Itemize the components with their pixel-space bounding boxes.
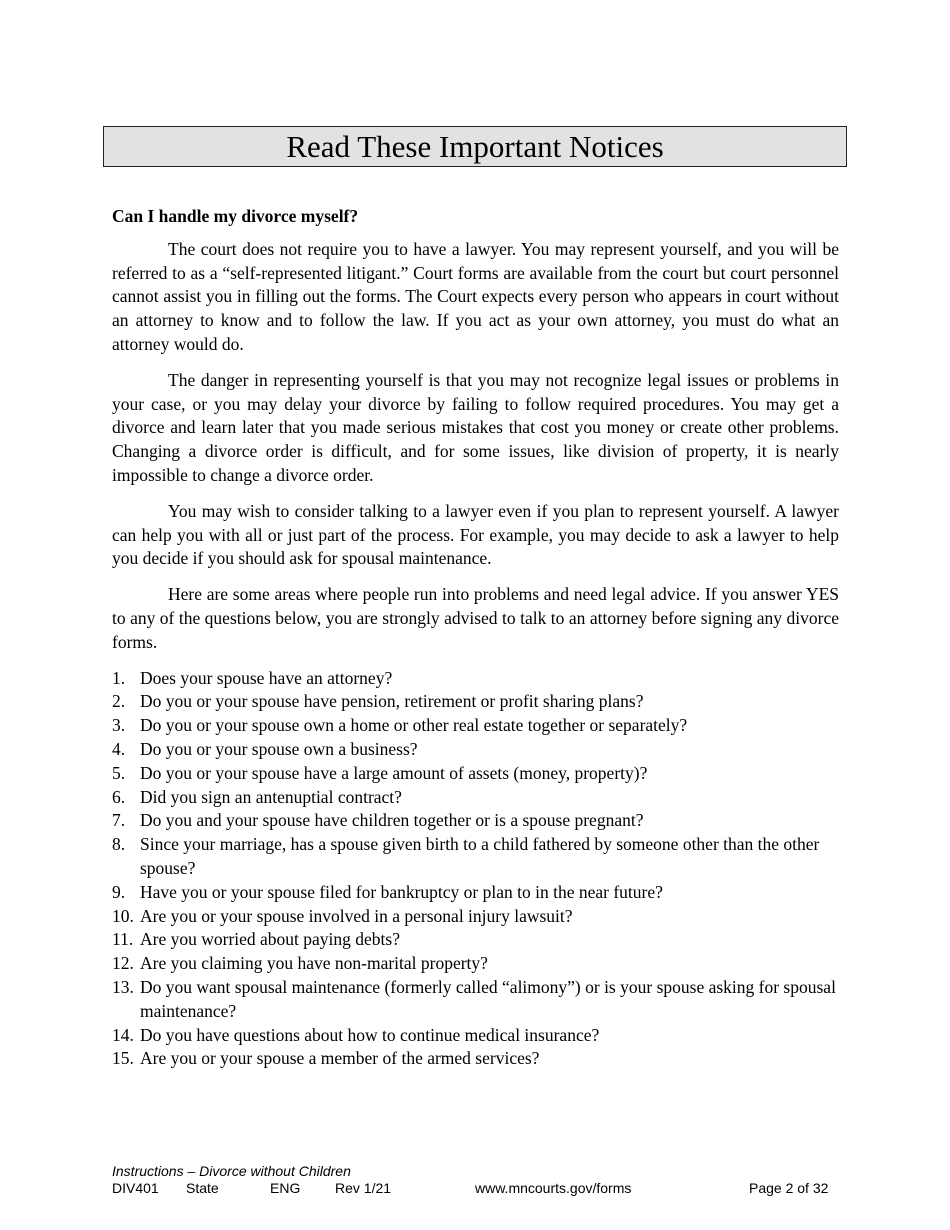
list-number: 3. — [112, 715, 126, 736]
footer-language: ENG — [270, 1180, 301, 1196]
list-item — [112, 881, 839, 905]
list-text: Does your spouse have an attorney? — [140, 667, 393, 688]
list-number: 15. — [112, 1048, 134, 1069]
list-text: Do you or your spouse have pension, retirement or profit sharing plans? — [140, 691, 644, 712]
footer-form-code: DIV401 — [112, 1180, 159, 1196]
list-item — [112, 714, 839, 738]
footer-website: www.mncourts.gov/forms — [475, 1180, 632, 1196]
footer-page-number: Page 2 of 32 — [749, 1180, 829, 1196]
list-number: 10. — [112, 905, 134, 926]
list-item — [112, 667, 839, 691]
list-text: Do you and your spouse have children together or is a spouse pregnant? — [140, 810, 644, 831]
page-footer — [112, 1163, 842, 1197]
paragraph: The court does not require you to have a lawyer. You may represent yourself, and you will be referred to as a “self-represented litigant.” Court forms are available from the court but court personnel cannot assist you in filling out the forms. The Court expects every person who appears in court without an attorney to know and to follow the law. If you act as your own attorney, you must do what an attorney would do. — [112, 238, 839, 354]
list-number: 14. — [112, 1024, 134, 1045]
list-number: 13. — [112, 976, 134, 997]
list-text: Are you or your spouse involved in a personal injury lawsuit? — [140, 905, 573, 926]
page-title: Read These Important Notices — [286, 129, 664, 164]
list-text: Are you worried about paying debts? — [140, 929, 400, 950]
list-text: Have you or your spouse filed for bankruptcy or plan to in the near future? — [140, 881, 663, 902]
list-number: 1. — [112, 667, 126, 688]
list-text: Are you claiming you have non-marital property? — [140, 953, 488, 974]
footer-revision: Rev 1/21 — [335, 1180, 392, 1196]
list-number: 7. — [112, 810, 126, 831]
list-number: 11. — [112, 929, 134, 950]
list-text: Do you want spousal maintenance (formerly called “alimony”) or is your spouse asking for spousal maintenance? — [140, 976, 836, 1021]
list-number: 9. — [112, 881, 126, 902]
list-text: Do you or your spouse own a home or other real estate together or separately? — [140, 715, 688, 736]
list-number: 2. — [112, 691, 126, 712]
list-text: Do you or your spouse own a business? — [140, 738, 418, 759]
list-text: Did you sign an antenuptial contract? — [140, 786, 402, 807]
list-item — [112, 690, 839, 714]
list-text: Do you or your spouse have a large amount of assets (money, property)? — [140, 762, 648, 783]
list-item — [112, 952, 839, 976]
paragraph: The danger in representing yourself is that you may not recognize legal issues or problems in your case, or you may delay your divorce by failing to follow required procedures. You may get a divorce and learn later that you made serious mistakes that cost you money or create other problems. Changing a divorce order is difficult, and for some issues, like division of property, it is nearly impossible to change a divorce order. — [112, 369, 839, 485]
list-number: 5. — [112, 762, 126, 783]
list-number: 8. — [112, 834, 126, 855]
list-text: Are you or your spouse a member of the armed services? — [140, 1048, 540, 1069]
list-item — [112, 809, 839, 833]
question-list — [112, 667, 839, 1072]
footer-document-name: Instructions – Divorce without Children — [112, 1163, 351, 1179]
list-item — [112, 1047, 839, 1071]
list-item — [112, 738, 839, 762]
list-item — [112, 786, 839, 810]
document-body — [112, 205, 839, 1071]
list-item — [112, 762, 839, 786]
list-item — [112, 928, 839, 952]
list-item — [112, 905, 839, 929]
list-item — [112, 976, 839, 1024]
list-text: Since your marriage, has a spouse given birth to a child fathered by someone other than the other spouse? — [140, 834, 820, 878]
list-number: 12. — [112, 953, 134, 974]
title-banner — [103, 126, 847, 167]
footer-jurisdiction: State — [186, 1180, 219, 1196]
section-heading: Can I handle my divorce myself? — [112, 206, 359, 226]
paragraph: You may wish to consider talking to a lawyer even if you plan to represent yourself. A lawyer can help you with all or just part of the process. For example, you may decide to ask a lawyer to help you decide if you should ask for spousal maintenance. — [112, 500, 839, 569]
paragraph: Here are some areas where people run into problems and need legal advice. If you answer YES to any of the questions below, you are strongly advised to talk to an attorney before signing any divorce forms. — [112, 584, 839, 652]
footer-row — [112, 1180, 842, 1197]
list-item — [112, 833, 839, 881]
list-item — [112, 1024, 839, 1048]
list-text: Do you have questions about how to continue medical insurance? — [140, 1024, 600, 1045]
list-number: 4. — [112, 738, 126, 759]
list-number: 6. — [112, 786, 126, 807]
